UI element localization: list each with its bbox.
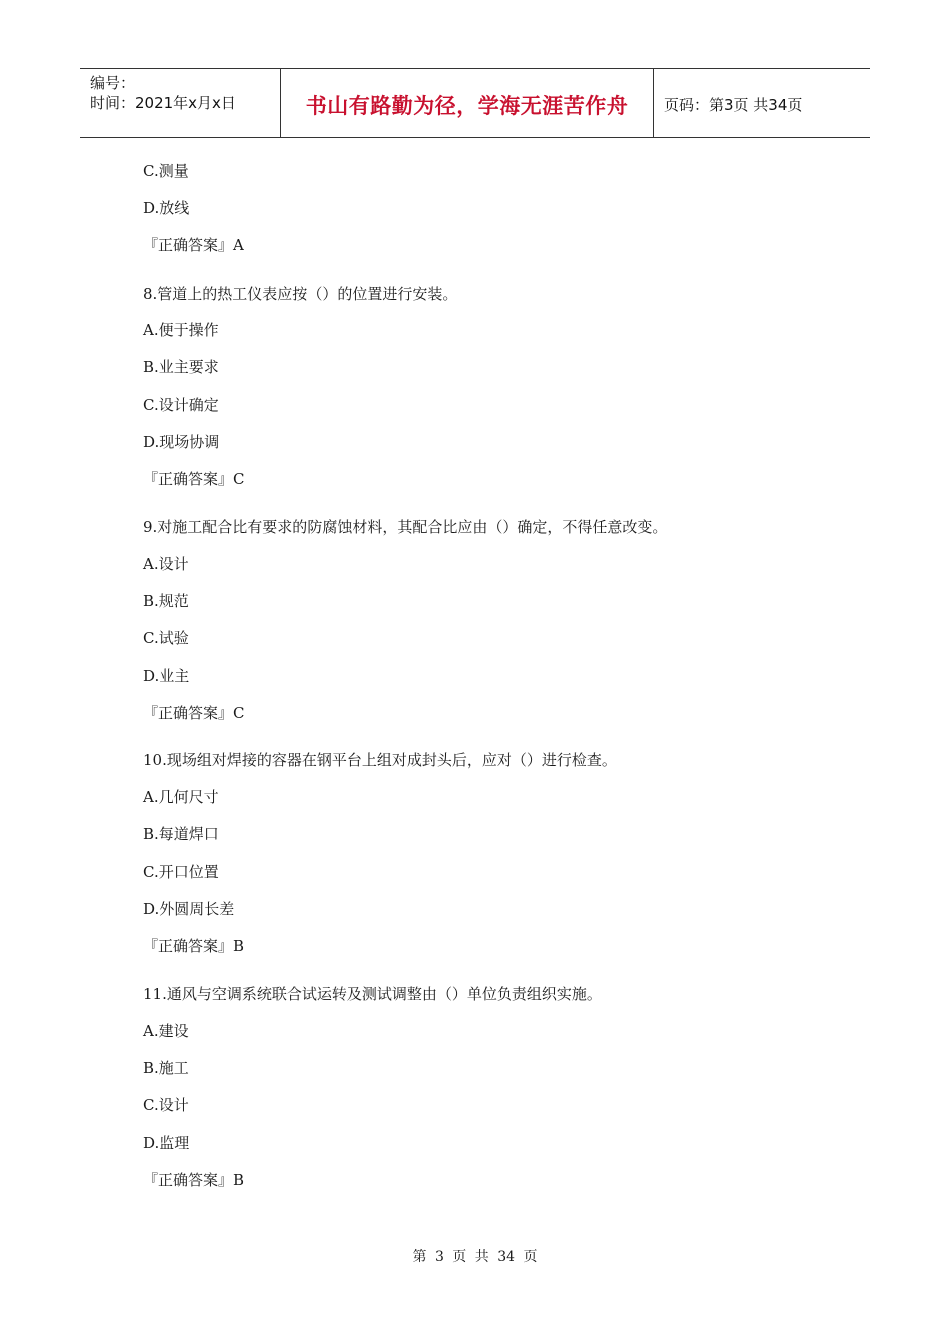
option-line: B.规范 [143,592,189,610]
option-line: D.放线 [143,199,190,217]
option-line: B.业主要求 [143,358,219,376]
option-line: C.试验 [143,629,189,647]
option-line: D.业主 [143,667,190,685]
header-page-number: 页码：第3页 共34页 [664,95,803,114]
option-line: C.设计 [143,1096,189,1114]
option-line: B.施工 [143,1059,189,1077]
option-line: C.开口位置 [143,863,219,881]
option-line: C.测量 [143,162,189,180]
option-line: A.便于操作 [143,321,219,339]
answer-line: 『正确答案』C [143,470,245,488]
answer-line: 『正确答案』B [143,937,245,955]
header-motto: 书山有路勤为径，学海无涯苦作舟 [305,94,629,118]
page-header [80,68,870,138]
answer-line: 『正确答案』B [143,1171,245,1189]
question-line: 10.现场组对焊接的容器在钢平台上组对成封头后，应对（）进行检查。 [143,751,617,769]
answer-line: 『正确答案』C [143,704,245,722]
option-line: D.现场协调 [143,433,220,451]
option-line: A.几何尺寸 [143,788,219,806]
option-line: D.外圆周长差 [143,900,235,918]
header-page-cell [654,69,870,137]
option-line: A.设计 [143,555,189,573]
option-line: C.设计确定 [143,396,219,414]
document-date-label: 时间：2021年x月x日 [90,94,236,112]
option-line: B.每道焊口 [143,825,219,843]
question-line: 11.通风与空调系统联合试运转及测试调整由（）单位负责组织实施。 [143,985,602,1003]
option-line: D.监理 [143,1134,190,1152]
page-footer: 第 3 页 共 34 页 [412,1249,538,1265]
document-number-label: 编号： [90,74,136,92]
question-line: 8.管道上的热工仪表应按（）的位置进行安装。 [143,285,458,303]
answer-line: 『正确答案』A [143,236,244,254]
header-motto-cell [281,69,654,137]
option-line: A.建设 [143,1022,189,1040]
header-meta-cell [80,69,281,137]
question-line: 9.对施工配合比有要求的防腐蚀材料，其配合比应由（）确定，不得任意改变。 [143,518,668,536]
